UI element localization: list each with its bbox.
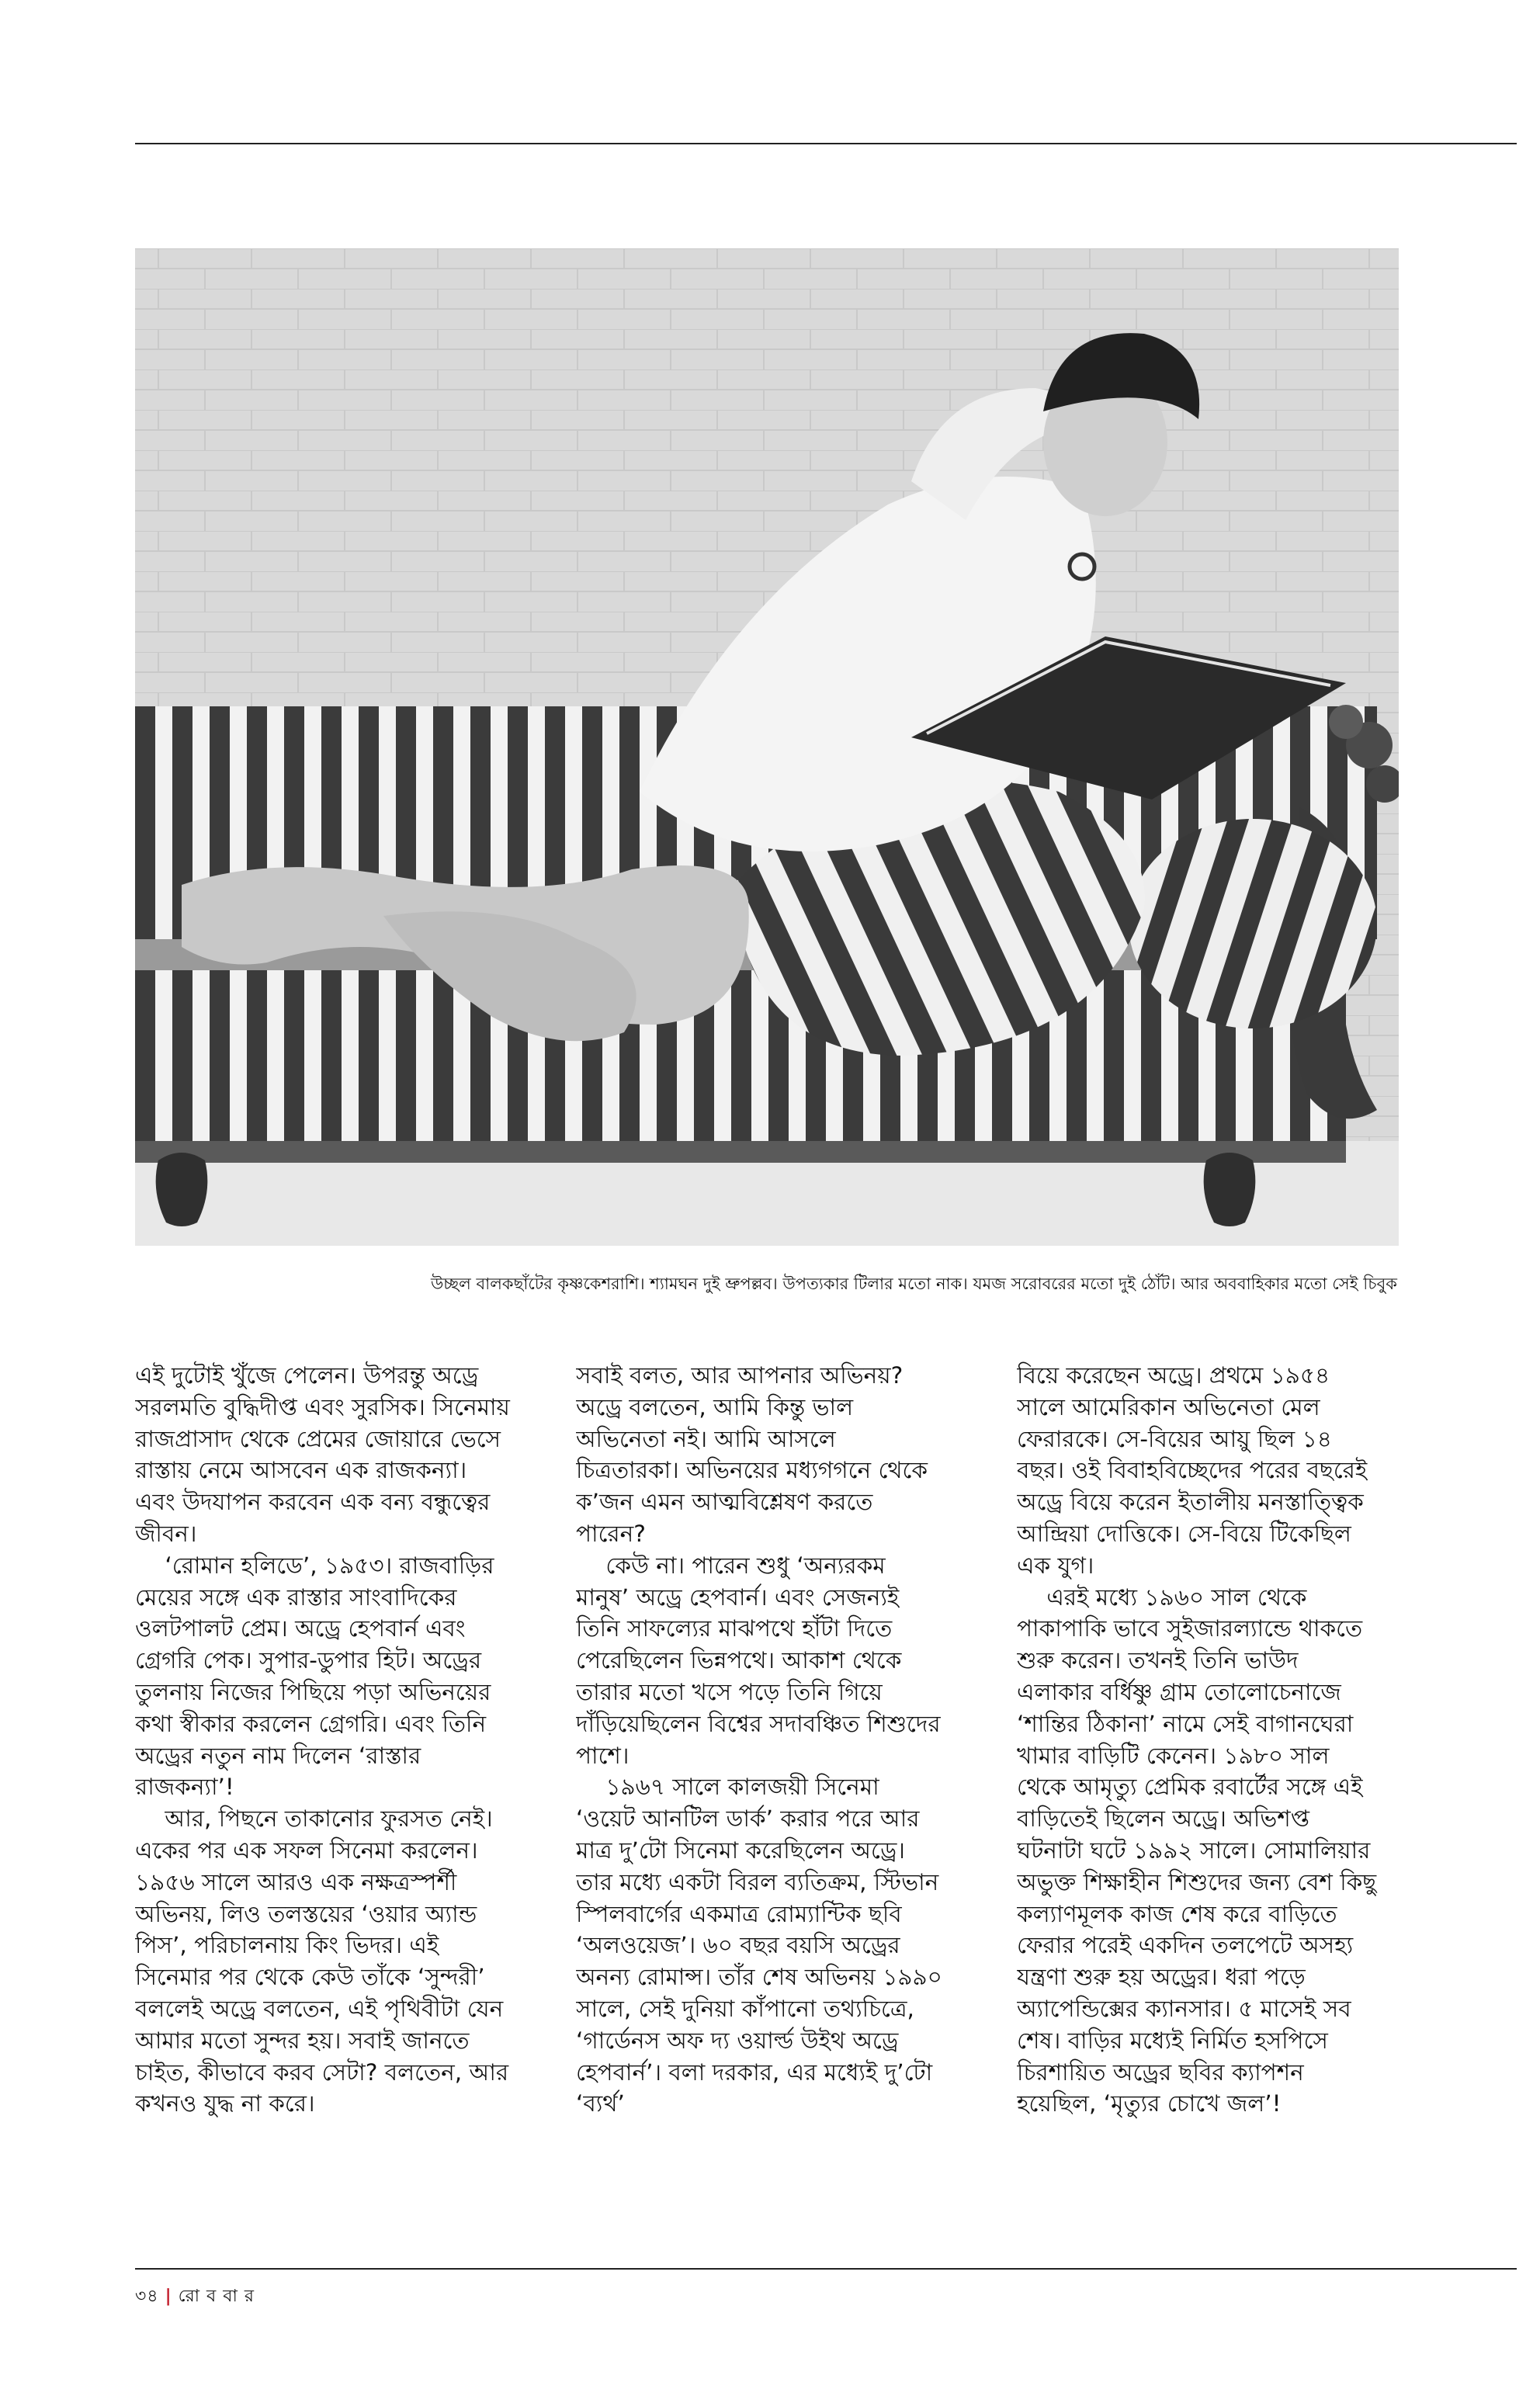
paragraph: বিয়ে করেছেন অড্রে। প্রথমে ১৯৫৪ সালে আমেরিকান অভিনেতা মেল ফেরারকে। সে-বিয়ের আয়ু ছিল ১৪ বছর। ওই বিবাহবিচ্ছেদের পরের বছরেই অড্রে বিয়ে করেন ইতালীয় মনস্তাত্ত্বিক আন্দ্রিয়া দোত্তিকে। সে-বিয়ে টিকেছিল এক যুগ। xyxy=(1017,1362,1368,1579)
article-column-3 xyxy=(1017,1360,1382,2245)
paragraph: আর, পিছনে তাকানোর ফুরসত নেই। একের পর এক সফল সিনেমা করলেন। ১৯৫৬ সালে আরও এক নক্ষত্রস্পর্শী অভিনয়, লিও তলস্তয়ের ‘ওয়ার অ্যান্ড পিস’, পরিচালনায় কিং ভিদর। এই সিনেমার পর থেকে কেউ তাঁকে ‘সুন্দরী’ বললেই অড্রে বলতেন, এই পৃথিবীটা যেন আমার মতো সুন্দর হয়। সবাই জানতে চাইত, কীভাবে করব সেটা? বলতেন, আর কখনও যুদ্ধ না করে। xyxy=(135,1805,509,2117)
paragraph: সবাই বলত, আর আপনার অভিনয়? অড্রে বলতেন, আমি কিন্তু ভাল অভিনেতা নই। আমি আসলে চিত্রতারকা। অভিনয়ের মধ্যগগনে থেকে ক’জন এমন আত্মবিশ্লেষণ করতে পারেন? xyxy=(576,1362,928,1547)
article-column-1 xyxy=(135,1360,512,2245)
paragraph: এই দুটোই খুঁজে পেলেন। উপরন্তু অড্রে সরলমতি বুদ্ধিদীপ্ত এবং সুরসিক। সিনেমায় রাজপ্রাসাদ থেকে প্রেমের জোয়ারে ভেসে রাস্তায় নেমে আসবেন এক রাজকন্যা। এবং উদযাপন করবেন এক বন্য বন্ধুত্বের জীবন। xyxy=(135,1362,510,1547)
page-number: ৩৪ xyxy=(135,2287,159,2306)
top-rule xyxy=(135,143,1517,144)
bottom-rule xyxy=(135,2268,1517,2270)
magazine-name: রো ব বা র xyxy=(178,2287,255,2306)
page-folio xyxy=(135,2285,255,2308)
folio-separator: | xyxy=(165,2287,172,2306)
paragraph: এরই মধ্যে ১৯৬০ সাল থেকে পাকাপাকি ভাবে সুইজারল্যান্ডে থাকতে শুরু করেন। তখনই তিনি ভাউদ এলাকার বর্ধিষ্ণু গ্রাম তোলোচেনাজে ‘শান্তির ঠিকানা’ নামে সেই বাগানঘেরা খামার বাড়িটি কেনেন। ১৯৮০ সাল থেকে আমৃত্যু প্রেমিক রবার্টের সঙ্গে এই বাড়িতেই ছিলেন অড্রে। অভিশপ্ত ঘটনাটা ঘটে ১৯৯২ সালে। সোমালিয়ার অভুক্ত শিক্ষাহীন শিশুদের জন্য বেশ কিছু কল্যাণমূলক কাজ শেষ করে বাড়িতে ফেরার পরেই একদিন তলপেটে অসহ্য যন্ত্রণা শুরু হয় অড্রের। ধরা পড়ে অ্যাপেন্ডিক্সের ক্যানসার। ৫ মাসেই সব শেষ। বাড়ির মধ্যেই নির্মিত হসপিসে চিরশায়িত অড্রের ছবির ক্যাপশন হয়েছিল, ‘মৃত্যুর চোখে জল’! xyxy=(1017,1583,1377,2117)
paragraph: ১৯৬৭ সালে কালজয়ী সিনেমা ‘ওয়েট আনটিল ডার্ক’ করার পরে আর মাত্র দু’টো সিনেমা করেছিলেন অড্রে। তার মধ্যে একটা বিরল ব্যতিক্রম, স্টিভান স্পিলবার্গের একমাত্র রোম্যান্টিক ছবি ‘অলওয়েজ’। ৬০ বছর বয়সি অড্রের অনন্য রোমান্স। তাঁর শেষ অভিনয় ১৯৯০ সালে, সেই দুনিয়া কাঁপানো তথ্যচিত্রে, ‘গার্ডেনস অফ দ্য ওয়ার্ল্ড উইথ অড্রে হেপবার্ন’। বলা দরকার, এর মধ্যেই দু’টো ‘ব্যর্থ’ xyxy=(576,1774,942,2117)
feature-photo xyxy=(135,248,1399,1246)
paragraph: ‘রোমান হলিডে’, ১৯৫৩। রাজবাড়ির মেয়ের সঙ্গে এক রাস্তার সাংবাদিকের ওলটপালট প্রেম। অড্রে হেপবার্ন এবং গ্রেগরি পেক। সুপার-ডুপার হিট। অড্রের তুলনায় নিজের পিছিয়ে পড়া অভিনয়ের কথা স্বীকার করলেন গ্রেগরি। এবং তিনি অড্রের নতুন নাম দিলেন ‘রাস্তার রাজকন্যা’! xyxy=(135,1552,494,1801)
photo-caption: উচ্ছল বালকছাঁটের কৃষ্ণকেশরাশি। শ্যামঘন দুই ভ্রুপল্লব। উপত্যকার টিলার মতো নাক। যমজ সরোবরের মতো দুই ঠোঁট। আর অববাহিকার মতো সেই চিবুক xyxy=(430,1275,1397,1293)
article-column-2 xyxy=(576,1360,944,2245)
paragraph: কেউ না। পারেন শুধু ‘অন্যরকম মানুষ’ অড্রে হেপবার্ন। এবং সেজন্যই তিনি সাফল্যের মাঝপথে হাঁটা দিতে পেরেছিলেন ভিন্নপথে। আকাশ থেকে তারার মতো খসে পড়ে তিনি গিয়ে দাঁড়িয়েছিলেন বিশ্বের সদাবঞ্চিত শিশুদের পাশে। xyxy=(576,1552,941,1769)
